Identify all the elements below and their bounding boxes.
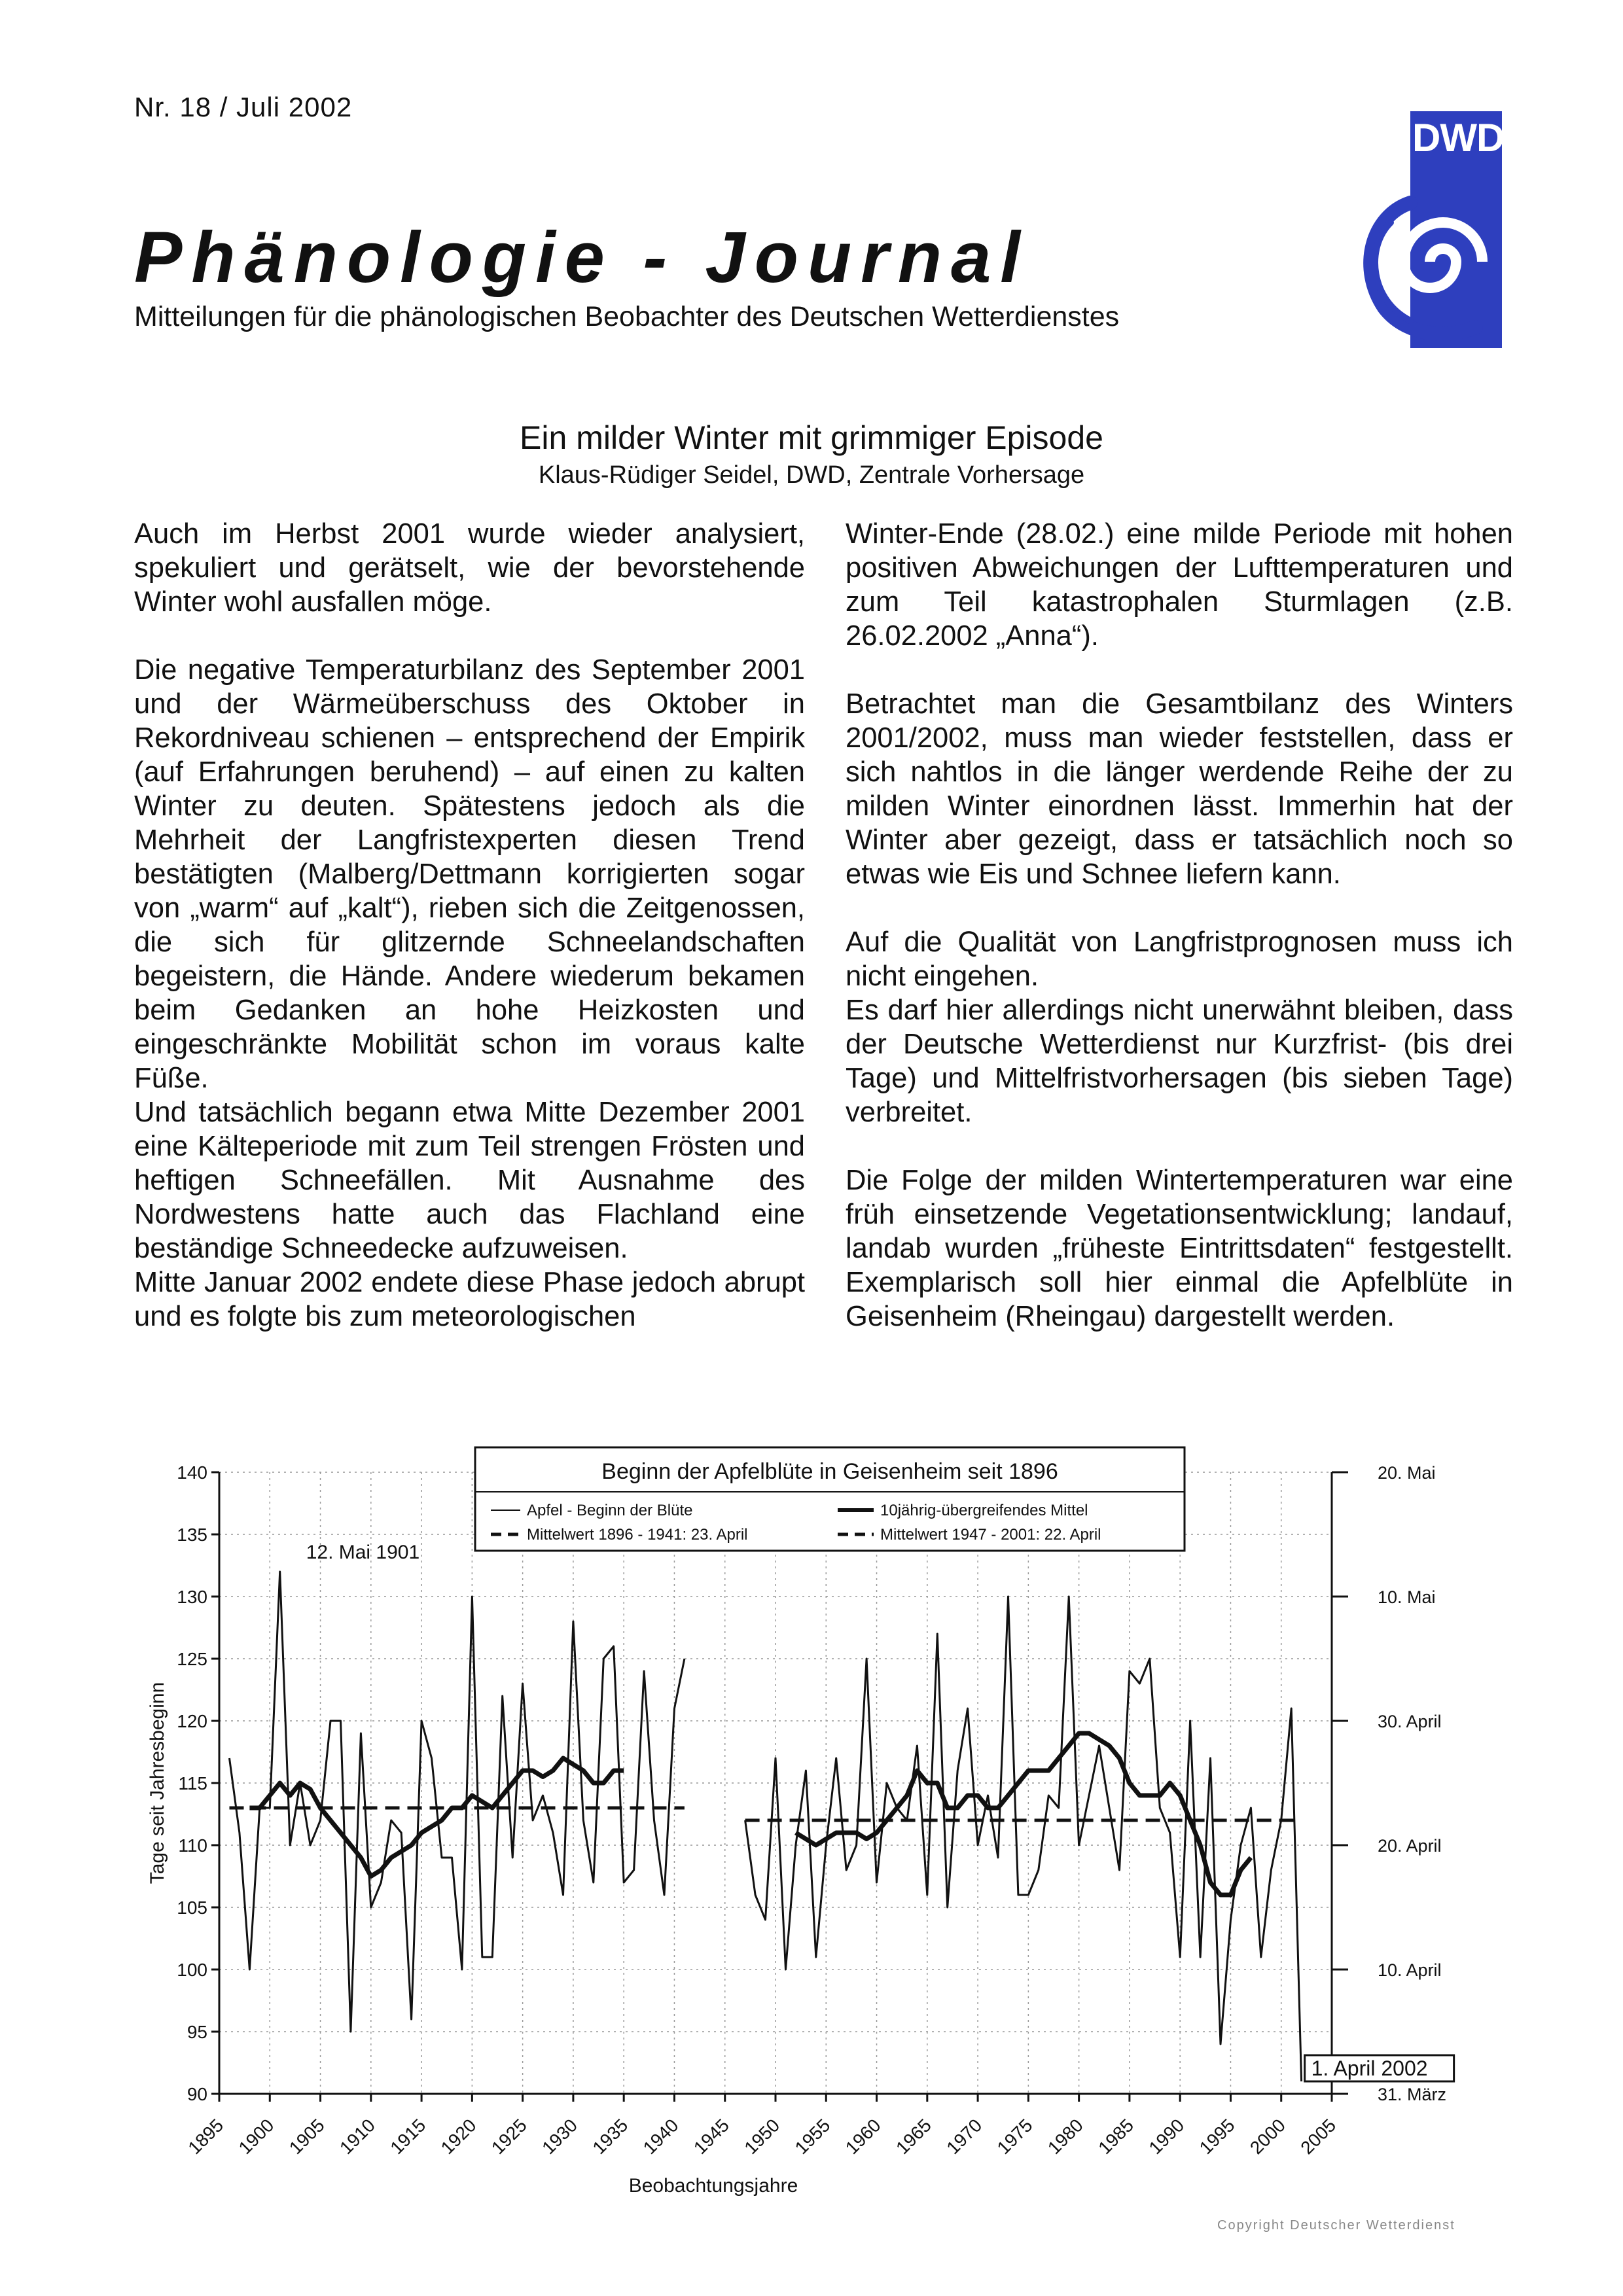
x-tick-label: 1980 <box>1043 2115 1087 2159</box>
paragraph: Winter-Ende (28.02.) eine milde Periode mit hohen positiven Abweichungen der Lufttemperaturen und zum Teil katastrophalen Sturmlagen (z.B. 26.02.2002 „Anna“). <box>846 518 1513 652</box>
y-tick-label: 135 <box>177 1525 207 1545</box>
paragraph: Die negative Temperaturbilanz des September 2001 und der Wärmeüberschuss des Oktober in Rekordniveau schienen – entsprechend der Empirik (auf Erfahrungen beruhend) – auf einen zu kalten Winter zu deuten. Spätestens jedoch als die Mehrheit der Langfristexperten diesen Trend bestätigten (Malberg/Dettmann korrigierten sogar von „warm“ auf „kalt“), rieben sich die Zeitgenossen, die sich für glitzernde Schneelandschaften begeistern, die Hände. Andere wiederum bekamen beim Gedanken an hohe Heizkosten und eingeschränkte Mobilität schon im voraus kalte Füße. <box>134 654 805 1094</box>
y-tick-label: 105 <box>177 1898 207 1918</box>
chart-labels <box>147 1462 1454 2197</box>
x-tick-label: 1920 <box>437 2115 480 2159</box>
x-tick-label: 1905 <box>285 2115 329 2159</box>
chart-series <box>230 1572 1302 2081</box>
paragraph: Mitte Januar 2002 endete diese Phase jedoch abrupt und es folgte bis zum meteorologischen <box>134 1267 805 1332</box>
chart-grid <box>219 1472 1332 2094</box>
right-axis-label: 20. Mai <box>1378 1463 1436 1483</box>
x-tick-label: 1910 <box>336 2115 380 2159</box>
x-tick-label: 1895 <box>184 2115 228 2159</box>
paragraph: Die Folge der milden Wintertemperaturen war eine früh einsetzende Vegetationsentwicklung; landauf, landab wurden „früheste Eintrittsdaten“ festgestellt. Exemplarisch soll hier einmal die Apfelblüte in Geisenheim (Rheingau) dargestellt werden. <box>846 1165 1513 1332</box>
x-tick-label: 1990 <box>1145 2115 1188 2159</box>
right-axis-label: 30. April <box>1378 1712 1442 1731</box>
y-tick-label: 140 <box>177 1462 207 1483</box>
x-tick-label: 1930 <box>538 2115 582 2159</box>
legend-label: Apfel - Beginn der Blüte <box>527 1502 693 1519</box>
x-tick-label: 1970 <box>942 2115 986 2159</box>
apple-blossom-line <box>230 1572 685 2032</box>
apple-blossom-chart <box>0 1439 1623 2212</box>
journal-title: Phänologie - Journal <box>134 217 1029 298</box>
y-tick-label: 120 <box>177 1711 207 1731</box>
x-tick-label: 1915 <box>386 2115 430 2159</box>
legend-label: Mittelwert 1947 - 2001: 22. April <box>880 1526 1101 1544</box>
x-tick-label: 1945 <box>689 2115 733 2159</box>
article-title: Ein milder Winter mit grimmiger Episode <box>520 419 1103 456</box>
paragraph: Und tatsächlich begann etwa Mitte Dezember 2001 eine Kälteperiode mit zum Teil strengen Frösten und heftigen Schneefällen. Mit Ausnahme des Nordwestens hatte auch das Flachland eine beständige Schneedecke aufzuweisen. <box>134 1097 805 1264</box>
article-column-right <box>846 517 1513 1333</box>
y-tick-label: 95 <box>187 2022 207 2042</box>
legend-label: Mittelwert 1896 - 1941: 23. April <box>527 1526 748 1544</box>
x-tick-label: 1940 <box>639 2115 683 2159</box>
paragraph: Auch im Herbst 2001 wurde wieder analysiert, spekuliert und gerätselt, wie der bevorstehende Winter wohl ausfallen möge. <box>134 518 805 618</box>
x-tick-label: 1925 <box>487 2115 531 2159</box>
x-tick-label: 2005 <box>1296 2115 1340 2159</box>
x-tick-label: 1995 <box>1195 2115 1239 2159</box>
chart-legend <box>475 1447 1185 1551</box>
right-axis-label: 20. April <box>1378 1836 1442 1856</box>
x-tick-label: 1965 <box>892 2115 936 2159</box>
dwd-logo-text: DWD <box>1412 116 1505 160</box>
dwd-swirl-icon <box>1345 177 1502 348</box>
y-tick-label: 130 <box>177 1587 207 1607</box>
ten-year-mean-line <box>796 1733 1251 1895</box>
x-tick-label: 1955 <box>791 2115 834 2159</box>
legend-label: 10jährig-übergreifendes Mittel <box>880 1502 1088 1519</box>
y-tick-label: 125 <box>177 1649 207 1669</box>
annotation-max-1901: 12. Mai 1901 <box>306 1542 420 1563</box>
x-axis-label: Beobachtungsjahre <box>628 2175 798 2197</box>
y-tick-label: 100 <box>177 1960 207 1980</box>
x-tick-label: 1900 <box>234 2115 278 2159</box>
right-axis-label: 10. April <box>1378 1960 1442 1980</box>
y-tick-label: 90 <box>187 2084 207 2104</box>
paragraph: Betrachtet man die Gesamtbilanz des Winters 2001/2002, muss man wieder feststellen, dass er sich nahtlos in die länger werdende Reihe der zu milden Winter einordnen lässt. Immerhin hat der Winter aber gezeigt, dass er tatsächlich noch so etwas wie Eis und Schnee liefern kann. <box>846 688 1513 890</box>
x-tick-label: 1935 <box>588 2115 632 2159</box>
x-tick-label: 2000 <box>1245 2115 1289 2159</box>
right-axis-label: 31. März <box>1378 2085 1447 2104</box>
journal-subtitle: Mitteilungen für die phänologischen Beobachter des Deutschen Wetterdienstes <box>134 301 1120 332</box>
y-tick-label: 115 <box>178 1773 207 1793</box>
x-tick-label: 1985 <box>1094 2115 1138 2159</box>
article-author: Klaus-Rüdiger Seidel, DWD, Zentrale Vorhersage <box>538 461 1085 489</box>
issue-number: Nr. 18 / Juli 2002 <box>134 92 353 122</box>
paragraph: Es darf hier allerdings nicht unerwähnt bleiben, dass der Deutsche Wetterdienst nur Kurzfrist- (bis drei Tage) und Mittelfristvorhersagen (bis sieben Tage) verbreitet. <box>846 995 1513 1128</box>
annotation-min-2002: 1. April 2002 <box>1311 2057 1428 2080</box>
paragraph: Auf die Qualität von Langfristprognosen muss ich nicht eingehen. <box>846 927 1513 992</box>
chart-title: Beginn der Apfelblüte in Geisenheim seit 1896 <box>601 1459 1058 1484</box>
y-axis-label: Tage seit Jahresbeginn <box>147 1682 168 1884</box>
x-tick-label: 1975 <box>993 2115 1037 2159</box>
y-tick-label: 110 <box>178 1835 207 1856</box>
article-column-left <box>134 517 805 1333</box>
x-tick-label: 1960 <box>841 2115 885 2159</box>
right-axis-label: 10. Mai <box>1378 1587 1436 1607</box>
chart-axes <box>211 1472 1348 2102</box>
x-tick-label: 1950 <box>740 2115 784 2159</box>
copyright-note: Copyright Deutscher Wetterdienst <box>1217 2218 1455 2233</box>
